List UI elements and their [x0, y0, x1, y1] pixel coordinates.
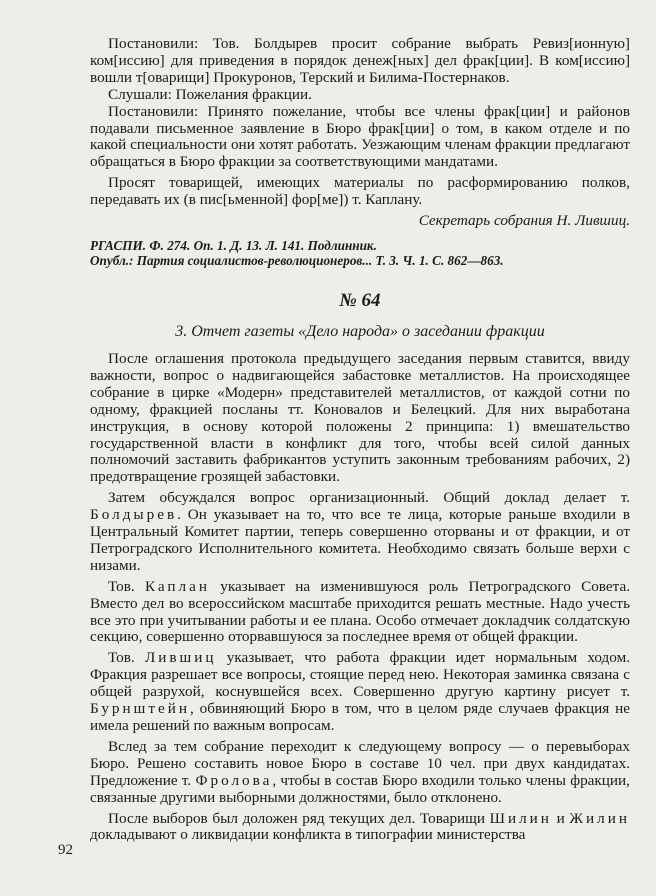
document-number: № 64: [339, 289, 381, 311]
body-paragraph-6: После выборов был доложен ряд текущих дел. Товарищи Шилин и Жилин докладывают о ликвидации конфликта в типографии министерства: [90, 809, 630, 844]
document-title: 3. Отчет газеты «Дело народа» о заседании фракции: [175, 322, 545, 340]
person-name: Шилин: [489, 809, 552, 827]
resolution-paragraph-2: Постановили: Принято пожелание, чтобы все члены фрак[ции] и районов подавали письменное заявление в Бюро фрак[ции] о том, в каком отделе и по какой специальности они хотят работать. Уезжающим членам фракции предлагают обращаться в Бюро фракции за соответствующими мандатами.: [90, 102, 630, 171]
heard-paragraph: Слушали: Пожелания фракции.: [108, 85, 312, 103]
publication-source: Опубл.: Партия социалистов-революционеров... Т. 3. Ч. 1. С. 862—863.: [90, 253, 504, 269]
person-name: Жилин: [569, 809, 630, 827]
body-paragraph-1: После оглашения протокола предыдущего заседания первым ставится, ввиду важности, вопрос о надвигающейся забастовке металлистов. На происходящее собрание в цирке «Модерн» представителей металлистов, от каждой сотни по одному, фракцией посланы тт. Коновалов и Белецкий. Для них выработана инструкция, в основу которой положены 2 принципа: 1) вмешательство государственной власти в конфликт для того, чтобы всей силой данных полномочий заставить фабрикантов уступить законным требованиям рабочих, 2) предотвращение грозящей забастовки.: [90, 349, 630, 486]
request-paragraph: Просят товарищей, имеющих материалы по расформированию полков, передавать их (в пис[ьменной] фор[ме]) т. Каплану.: [90, 174, 630, 209]
page-number: 92: [58, 842, 73, 858]
document-page: [90, 36, 630, 844]
person-name: Фролова: [195, 771, 273, 789]
body-paragraph-2: Затем обсуждался вопрос организационный. Общий доклад делает т. Болдырев. Он указывает на то, что все те лица, которые раньше входили в Центральный Комитет партии, теперь совершенно оторваны и от фракции, и от Петроградского Исполнительного комитета. Необходимо связать больше верхи с низами.: [90, 489, 630, 574]
person-name: Бурнштейн: [90, 700, 190, 718]
person-name: Каплан: [144, 577, 210, 595]
person-name: Болдырев: [90, 506, 178, 524]
resolution-paragraph: Постановили: Тов. Болдырев просит собрание выбрать Ревиз[ионную] ком[иссию] для приведения в порядок денеж[ных] дел фрак[ции]. В ком[иссию] вошли т[оварищи] Прокуронов, Терский и Билима-Постернаков.: [90, 35, 630, 86]
archive-source: РГАСПИ. Ф. 274. Оп. 1. Д. 13. Л. 141. Подлинник.: [90, 237, 377, 253]
secretary-signature: Секретарь собрания Н. Лившиц.: [418, 212, 630, 230]
body-paragraph-3: Тов. Каплан указывает на изменившуюся роль Петроградского Совета. Вместо дел во всероссийском масштабе приходится решать местные. Надо учесть все это при учитывании работы и ее плана. Особо отмечает докладчик солдатскую секцию, совершенно оторвавшуюся за последнее время от общей фракции.: [90, 577, 630, 646]
person-name: Лившиц: [144, 649, 217, 667]
body-paragraph-5: Вслед за тем собрание переходит к следующему вопросу — о перевыборах Бюро. Решено составить новое Бюро в составе 10 чел. при двух кандидатах. Предложение т. Фролова, чтобы в состав Бюро входили только члены фракции, связанные другими выборными должностями, было отклонено.: [90, 737, 630, 806]
body-paragraph-4: Тов. Лившиц указывает, что работа фракции идет нормальным ходом. Фракция разрешает все вопросы, стоящие перед нею. Некоторая заминка связана с общей разрухой, коснувшейся всех. Совершенно другую картину рисует т. Бурнштейн, обвиняющий Бюро в том, что в целом ряде случаев фракция не имела решений по важным вопросам.: [90, 649, 630, 734]
